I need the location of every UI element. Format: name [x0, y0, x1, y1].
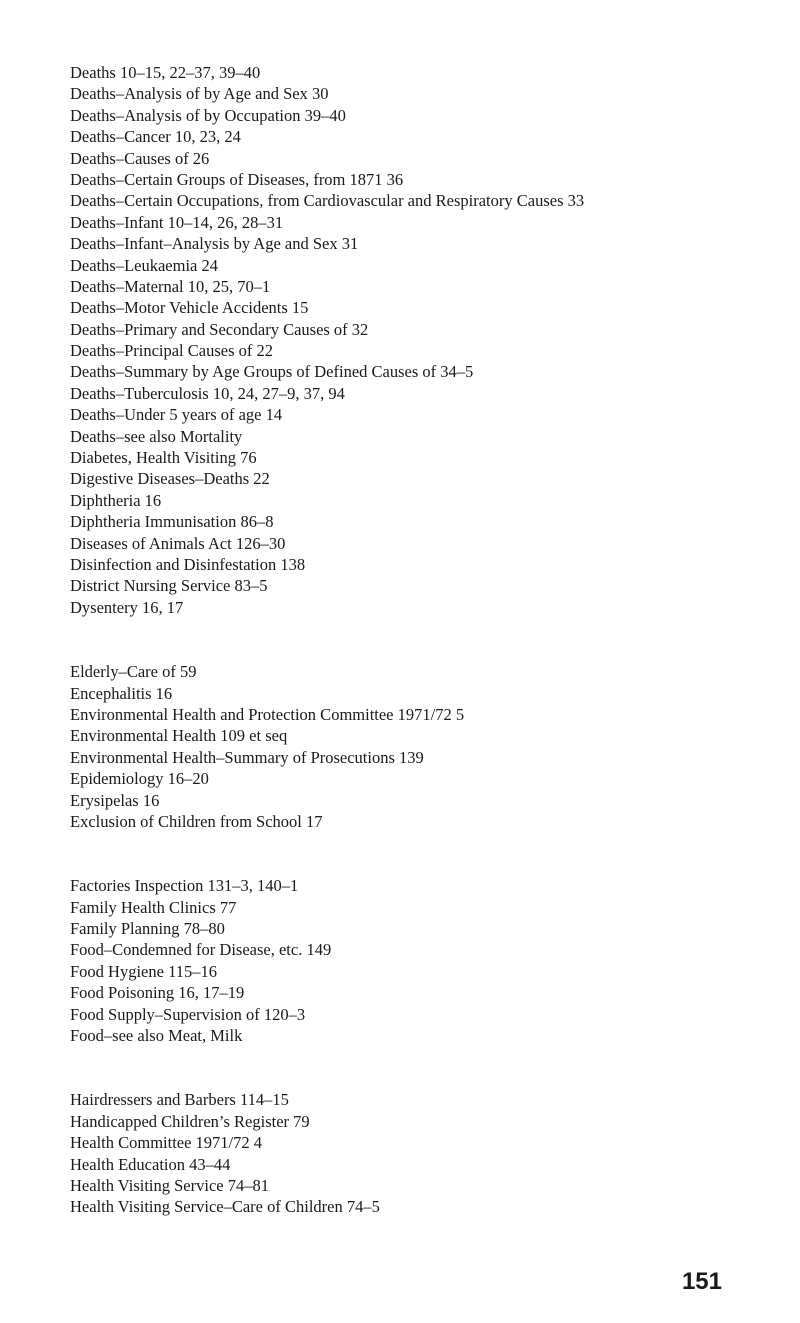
index-entry: Dysentery 16, 17 — [70, 597, 184, 617]
index-entry: Deaths 10–15, 22–37, 39–40 — [70, 63, 261, 82]
index-entry: Deaths–Under 5 years of age 14 — [70, 405, 283, 425]
index-entry: Family Health Clinics 77 — [70, 897, 237, 917]
index-entry: Exclusion of Children from School 17 — [70, 811, 323, 831]
index-entry: Food Supply–Supervision of 120–3 — [70, 1004, 306, 1024]
index-entry: Health Visiting Service–Care of Children 74–5 — [70, 1197, 380, 1217]
index-entry: Food Poisoning 16, 17–19 — [70, 983, 245, 1003]
index-entry: Erysipelas 16 — [70, 790, 160, 810]
index-entry: Family Planning 78–80 — [70, 919, 225, 939]
index-entry: Environmental Health 109 et seq — [70, 726, 288, 746]
index-entry: Deaths–Certain Occupations, from Cardiovascular and Respiratory Causes 33 — [70, 191, 585, 211]
index-entry: Diseases of Animals Act 126–30 — [70, 533, 286, 553]
index-entry: Health Education 43–44 — [70, 1154, 231, 1174]
index-entry: Digestive Diseases–Deaths 22 — [70, 469, 270, 489]
index-entry: Deaths–Primary and Secondary Causes of 32 — [70, 319, 369, 339]
index-entry: Food–Condemned for Disease, etc. 149 — [70, 940, 332, 960]
index-entry: Encephalitis 16 — [70, 683, 173, 703]
index-list — [70, 62, 770, 1218]
index-group-f — [70, 875, 770, 1046]
index-entry: Deaths–Causes of 26 — [70, 148, 210, 168]
index-entry: Deaths–Certain Groups of Diseases, from 1871 36 — [70, 169, 404, 189]
index-entry: Hairdressers and Barbers 114–15 — [70, 1090, 289, 1110]
index-entry: Elderly–Care of 59 — [70, 662, 197, 682]
index-entry: District Nursing Service 83–5 — [70, 576, 268, 596]
index-group-d — [70, 62, 770, 618]
index-entry: Factories Inspection 131–3, 140–1 — [70, 876, 299, 896]
index-entry: Deaths–Infant–Analysis by Age and Sex 31 — [70, 234, 359, 254]
index-entry: Environmental Health and Protection Committee 1971/72 5 — [70, 704, 465, 724]
index-entry: Deaths–Motor Vehicle Accidents 15 — [70, 298, 309, 318]
index-entry: Deaths–Analysis of by Age and Sex 30 — [70, 84, 329, 104]
index-entry: Deaths–see also Mortality — [70, 426, 243, 446]
index-entry: Deaths–Infant 10–14, 26, 28–31 — [70, 212, 284, 232]
index-entry: Diphtheria 16 — [70, 490, 162, 510]
page-number: 151 — [681, 1268, 722, 1295]
index-entry: Deaths–Principal Causes of 22 — [70, 341, 274, 361]
index-entry: Food–see also Meat, Milk — [70, 1026, 243, 1046]
index-entry: Deaths–Maternal 10, 25, 70–1 — [70, 276, 271, 296]
index-entry: Health Visiting Service 74–81 — [70, 1175, 269, 1195]
index-entry: Deaths–Analysis of by Occupation 39–40 — [70, 105, 346, 125]
index-entry: Environmental Health–Summary of Prosecutions 139 — [70, 747, 424, 767]
index-entry: Handicapped Children’s Register 79 — [70, 1111, 310, 1131]
index-entry: Deaths–Leukaemia 24 — [70, 255, 218, 275]
index-entry: Disinfection and Disinfestation 138 — [70, 554, 306, 574]
index-entry: Food Hygiene 115–16 — [70, 961, 217, 981]
index-entry: Deaths–Summary by Age Groups of Defined Causes of 34–5 — [70, 362, 474, 382]
index-group-h — [70, 1089, 770, 1217]
index-entry: Epidemiology 16–20 — [70, 769, 209, 789]
index-entry: Health Committee 1971/72 4 — [70, 1133, 263, 1153]
index-entry: Diphtheria Immunisation 86–8 — [70, 512, 274, 532]
index-group-e — [70, 661, 770, 832]
index-entry: Deaths–Cancer 10, 23, 24 — [70, 127, 241, 147]
index-entry: Deaths–Tuberculosis 10, 24, 27–9, 37, 94 — [70, 383, 345, 403]
index-entry: Diabetes, Health Visiting 76 — [70, 448, 257, 468]
